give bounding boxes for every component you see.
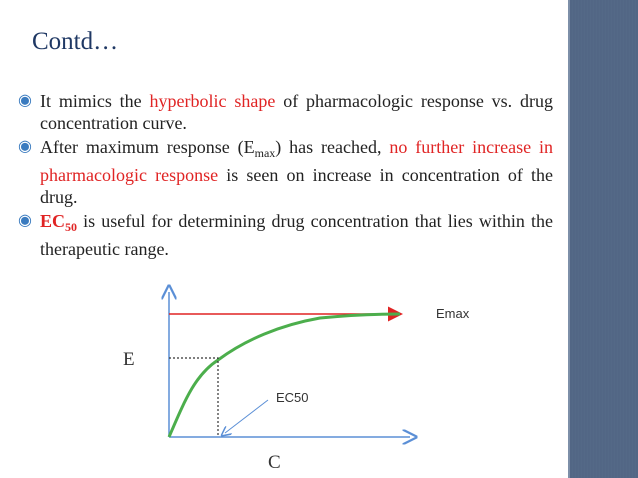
response-curve	[169, 314, 400, 437]
ec50-pointer-arrow	[225, 400, 268, 433]
slide-title: Contd…	[32, 28, 119, 55]
y-axis-label: E	[123, 349, 135, 370]
bullet-circle-icon: ◉	[18, 138, 32, 155]
bullet-circle-icon: ◉	[18, 212, 32, 229]
bullet-item-1: ◉ It mimics the hyperbolic shape of pharmacologic response vs. drug concentration curve.	[18, 91, 554, 133]
ec50-dotted-guide	[169, 358, 218, 437]
bullet-item-3: ◉ $EC_{50}$ is useful for determining drug concentration that lies within the therapeutic range.	[18, 211, 553, 259]
x-axis-label: C	[268, 452, 281, 473]
bullet-circle-icon: ◉	[18, 92, 32, 109]
bullet-item-2: ◉ After maximum response $(E_{max})$ has reached, no further increase in pharmacologic response is seen on increase in concentration of the drug.	[18, 137, 554, 207]
emax-label: Emax	[436, 306, 470, 321]
ec50-label: EC50	[276, 390, 309, 405]
